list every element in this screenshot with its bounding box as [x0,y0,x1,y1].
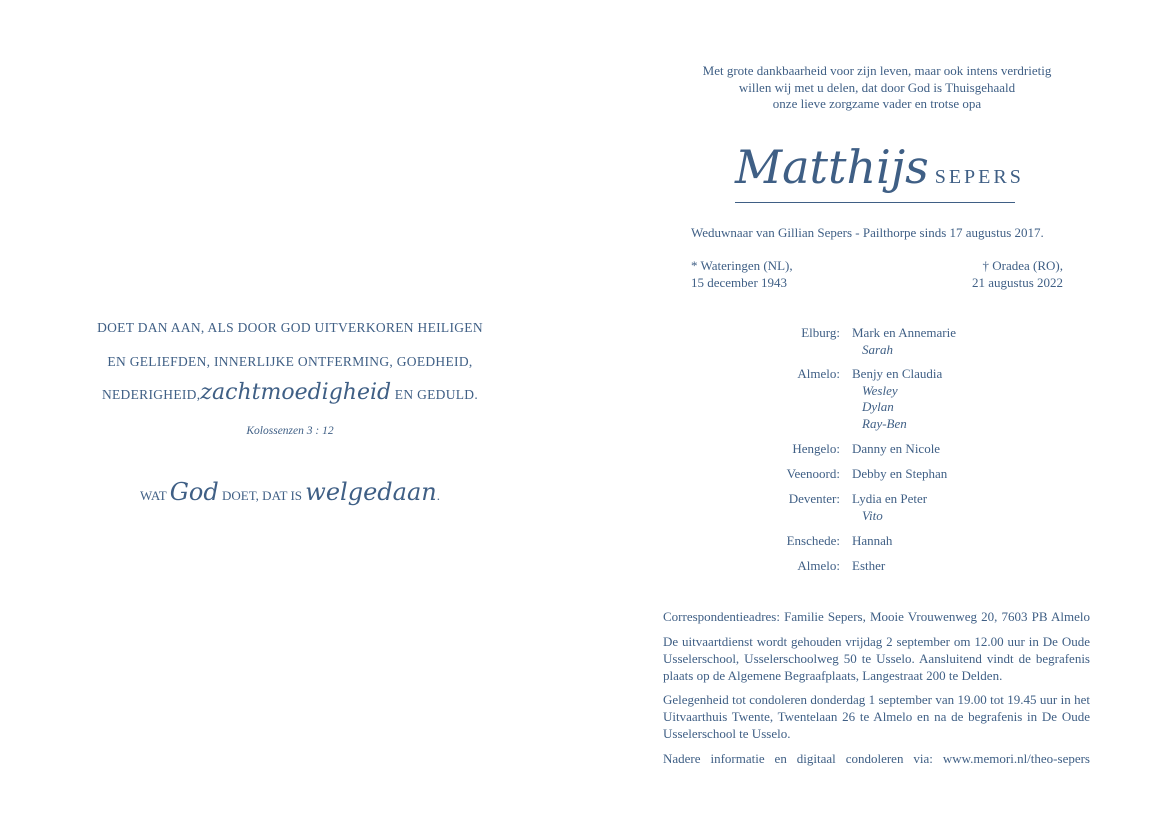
deceased-name [735,136,1024,203]
family-place: Almelo: [797,366,840,381]
family-names: Benjy en Claudia [852,366,943,381]
family-names: Lydia en Peter [852,491,928,506]
family-names: Mark en Annemarie [852,325,956,340]
family-entry [852,325,956,358]
widower-line: Weduwnaar van Gillian Sepers - Pailthorpe sinds 17 augustus 2017. [691,225,1044,240]
last-name: SEPERS [934,166,1024,188]
birth-place: * Wateringen (NL), [691,258,793,273]
verse-line-2: EN GELIEFDEN, INNERLIJKE ONTFERMING, GOEDHEID, [107,354,473,369]
intro-line-2: willen wij met u delen, dat door God is Thuisgehaald [738,79,1016,95]
motto [60,478,520,506]
family-names: Debby en Stephan [852,466,948,481]
family-entry [852,441,940,458]
family-entry [852,533,892,550]
death-place: † Oradea (RO), [982,258,1063,273]
family-entry [852,558,885,575]
death-date: 21 augustus 2022 [972,275,1063,290]
more-info: Nadere informatie en digitaal condoleren via: www.memori.nl/theo-sepers [663,751,1090,766]
intro-line-3: onze lieve zorgzame vader en trotse opa [772,96,982,111]
family-place: Deventer: [788,491,840,506]
grandchild-name: Sarah [862,341,894,357]
motto-wat: WAT [140,488,167,503]
grandchild-name: Ray-Ben [862,415,907,431]
verse-script-word: zachtmoedigheid [200,380,392,405]
first-name: Matthijs [735,140,929,194]
grandchild-name: Vito [862,507,883,523]
grandchild-name: Dylan [862,399,894,414]
motto-god: God [169,478,219,506]
intro-line-1: Met grote dankbaarheid voor zijn leven, maar ook intens verdrietig [702,63,1052,78]
condolence-info: Gelegenheid tot condoleren donderdag 1 september van 19.00 tot 19.45 uur in het Uitvaarthuis Twente, Twentelaan 26 te Almelo en na de begrafenis in De Oude Usselerschool te Usselo. [663,692,1090,741]
intro-text [660,63,1094,113]
family-entry [852,491,927,524]
correspondence-address: Correspondentieadres: Familie Sepers, Mooie Vrouwenweg 20, 7603 PB Almelo [663,609,1090,624]
family-names: Danny en Nicole [852,441,941,456]
verse-line-3 [60,380,520,405]
funeral-service-info: De uitvaartdienst wordt gehouden vrijdag 2 september om 12.00 uur in De Oude Usselerschool, Usselerschoolweg 50 te Usselo. Aansluitend vindt de begrafenis plaats op de Algemene Begraafplaats, Langestraat 200 te Delden. [663,634,1090,683]
family-names: Hannah [852,533,893,548]
bible-reference: Kolossenzen 3 : 12 [246,425,334,437]
family-place: Hengelo: [792,441,840,456]
family-names: Esther [852,558,886,573]
family-entry [852,366,942,432]
birth-date: 15 december 1943 [691,275,788,290]
family-place: Veenoord: [786,466,840,481]
grandchild-name: Wesley [862,382,898,398]
verse-line-3-before: NEDERIGHEID, [101,387,201,402]
motto-welgedaan: welgedaan [305,478,437,506]
verse-line-3-after: EN GEDULD. [394,387,479,402]
family-place: Almelo: [797,558,840,573]
motto-middle: DOET, DAT IS [221,488,303,503]
motto-period: . [436,488,440,503]
family-place: Enschede: [786,533,840,548]
verse-line-1: DOET DAN AAN, ALS DOOR GOD UITVERKOREN HEILIGEN [97,320,483,335]
family-entry [852,466,947,483]
family-place: Elburg: [801,325,840,340]
